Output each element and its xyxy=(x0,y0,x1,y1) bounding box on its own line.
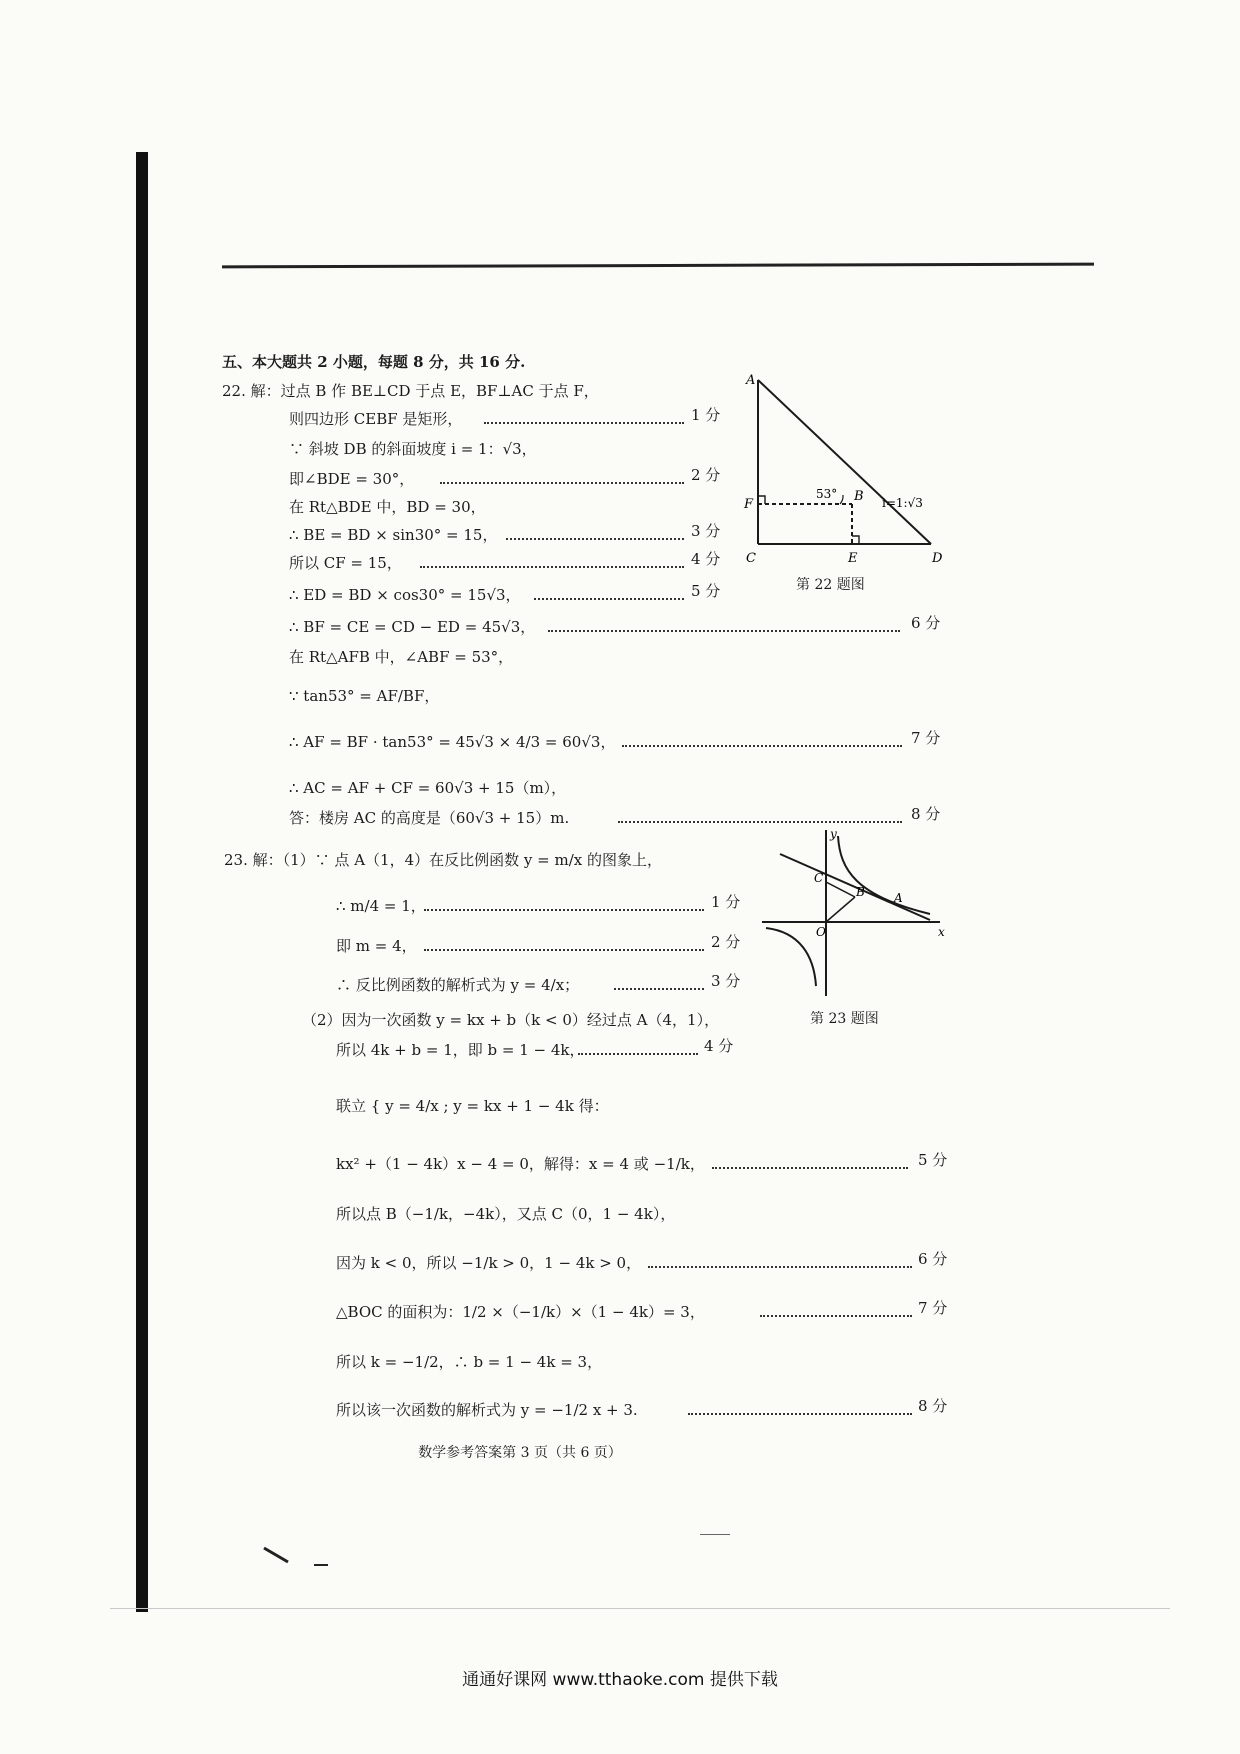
label-O: O xyxy=(816,925,826,939)
scan-mark-dash xyxy=(700,1534,730,1535)
q23-leader-7 xyxy=(760,1295,912,1317)
q23-line-7: 联立 { y = 4/x ; y = kx + 1 − 4k 得： xyxy=(336,1097,609,1115)
q23-score-3: 3 分 xyxy=(711,972,741,990)
q22-line-6: ∴ BE = BD × sin30° = 15， xyxy=(289,526,498,544)
q22-leader-4 xyxy=(420,546,684,568)
q23-line-3: 即 m = 4， xyxy=(336,937,417,955)
q23-score-8: 8 分 xyxy=(918,1397,948,1415)
scan-mark xyxy=(262,1544,342,1574)
q22-line-13: ∴ AC = AF + CF = 60√3 + 15（m）， xyxy=(289,779,567,797)
label-B: B xyxy=(854,489,864,504)
q22-leader-2 xyxy=(440,462,684,484)
q23-leader-4 xyxy=(578,1033,698,1055)
q23-line-10: 因为 k < 0，所以 −1/k > 0，1 − 4k > 0， xyxy=(336,1254,642,1272)
page-footer: 数学参考答案第 3 页（共 6 页） xyxy=(418,1445,622,1461)
q22-score-7: 7 分 xyxy=(911,729,941,747)
q23-score-2: 2 分 xyxy=(711,933,741,951)
angle-arc xyxy=(840,495,843,504)
label-angle: 53° xyxy=(816,487,838,501)
scan-edge-bar xyxy=(136,152,148,1612)
q23-line-2: ∴ m/4 = 1， xyxy=(336,897,426,915)
section-title: 五、本大题共 2 小题，每题 8 分，共 16 分. xyxy=(222,353,526,371)
q22-score-5: 5 分 xyxy=(691,582,721,600)
label-C: C xyxy=(746,551,756,566)
download-credit: 通通好课网 www.tthaoke.com 提供下载 xyxy=(462,1670,778,1690)
q23-line-8: kx² +（1 − 4k）x − 4 = 0，解得：x = 4 或 −1/k， xyxy=(336,1155,705,1173)
hyperbola-branch-1 xyxy=(838,836,930,914)
label-E: E xyxy=(848,551,858,566)
q22-leader-3 xyxy=(506,518,684,540)
q23-line-12: 所以 k = −1/2，∴ b = 1 − 4k = 3， xyxy=(336,1353,603,1371)
label-C: C xyxy=(814,871,824,885)
q23-leader-2 xyxy=(424,929,704,951)
q22-score-6: 6 分 xyxy=(911,614,941,632)
label-F: F xyxy=(744,497,754,512)
q23-line-4: ∴ 反比例函数的解析式为 y = 4/x； xyxy=(336,976,580,994)
q22-line-1: 22. 解：过点 B 作 BE⊥CD 于点 E，BF⊥AC 于点 F， xyxy=(222,382,599,400)
q22-leader-1 xyxy=(484,402,684,424)
q23-leader-1 xyxy=(424,889,704,911)
line-graph xyxy=(780,854,930,920)
q22-line-14: 答：楼房 AC 的高度是（60√3 + 15）m. xyxy=(289,809,570,827)
q23-line-9: 所以点 B（−1/k，−4k），又点 C（0，1 − 4k）， xyxy=(336,1205,676,1223)
figure-23-caption: 第 23 题图 xyxy=(810,1011,879,1027)
q22-line-5: 在 Rt△BDE 中，BD = 30， xyxy=(289,498,486,516)
q22-line-12: ∴ AF = BF · tan53° = 45√3 × 4/3 = 60√3， xyxy=(289,733,616,751)
q23-leader-3 xyxy=(614,968,704,990)
q22-line-7: 所以 CF = 15， xyxy=(289,554,402,572)
label-D: D xyxy=(932,551,943,566)
q22-leader-7 xyxy=(622,725,902,747)
q23-score-1: 1 分 xyxy=(711,893,741,911)
q22-score-2: 2 分 xyxy=(691,466,721,484)
q23-leader-8 xyxy=(688,1393,912,1415)
hyperbola-branch-2 xyxy=(766,928,816,986)
q23-score-5: 5 分 xyxy=(918,1151,948,1169)
label-y: y xyxy=(830,827,837,841)
q22-line-10: 在 Rt△AFB 中，∠ABF = 53°， xyxy=(289,648,514,666)
q23-score-7: 7 分 xyxy=(918,1299,948,1317)
right-angle-E xyxy=(852,536,859,544)
q22-line-11: ∵ tan53° = AF/BF， xyxy=(289,687,440,705)
q23-line-13: 所以该一次函数的解析式为 y = −1/2 x + 3. xyxy=(336,1401,638,1419)
q23-line-1: 23. 解：（1）∵ 点 A（1，4）在反比例函数 y = m/x 的图象上， xyxy=(224,851,662,869)
q23-leader-5 xyxy=(712,1147,908,1169)
figure-22 xyxy=(732,370,950,570)
q22-line-2: 则四边形 CEBF 是矩形， xyxy=(289,410,463,428)
q22-leader-5 xyxy=(534,578,684,600)
q22-leader-8 xyxy=(618,801,902,823)
q22-line-3: ∵ 斜坡 DB 的斜面坡度 i = 1：√3， xyxy=(289,440,537,458)
page-bottom-rule xyxy=(110,1608,1170,1609)
q22-line-9: ∴ BF = CE = CD − ED = 45√3， xyxy=(289,618,536,636)
q23-leader-6 xyxy=(648,1246,912,1268)
q22-leader-6 xyxy=(548,610,900,632)
q22-score-3: 3 分 xyxy=(691,522,721,540)
q23-line-6: 所以 4k + b = 1，即 b = 1 − 4k， xyxy=(336,1041,585,1059)
q22-score-8: 8 分 xyxy=(911,805,941,823)
q22-score-4: 4 分 xyxy=(691,550,721,568)
header-rule xyxy=(222,263,1094,269)
q23-line-11: △BOC 的面积为：1/2 ×（−1/k）×（1 − 4k）= 3， xyxy=(336,1303,705,1321)
label-B: B xyxy=(856,885,865,899)
q22-line-8: ∴ ED = BD × cos30° = 15√3， xyxy=(289,586,521,604)
label-x: x xyxy=(938,925,945,939)
right-angle-F xyxy=(758,496,765,504)
q23-score-6: 6 分 xyxy=(918,1250,948,1268)
label-A: A xyxy=(894,891,903,905)
figure-22-caption: 第 22 题图 xyxy=(796,577,865,593)
label-slope: i=1:√3 xyxy=(882,496,923,510)
q23-line-5: （2）因为一次函数 y = kx + b（k < 0）经过点 A（4，1）， xyxy=(302,1011,720,1029)
segment-OB xyxy=(826,897,855,922)
q22-line-4: 即∠BDE = 30°， xyxy=(289,470,415,488)
label-A: A xyxy=(746,373,756,388)
q23-score-4: 4 分 xyxy=(704,1037,734,1055)
figure-23 xyxy=(760,826,950,1004)
q22-score-1: 1 分 xyxy=(691,406,721,424)
line-AD xyxy=(758,380,931,544)
